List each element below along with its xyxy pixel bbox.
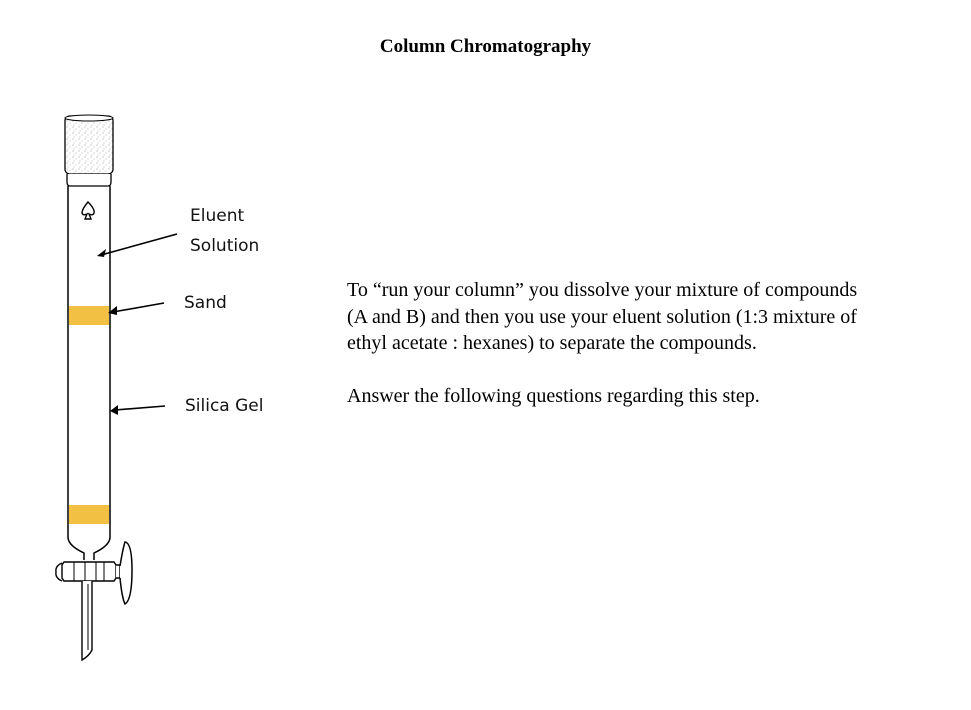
spade-icon — [82, 202, 94, 219]
column-tip — [82, 581, 92, 660]
arrow-silica — [110, 405, 165, 415]
instructions-paragraph — [347, 277, 947, 357]
silica-gel-label: Silica Gel — [185, 396, 264, 416]
text-line: (A and B) and then you use your eluent solution (1:3 mixture of — [347, 305, 857, 328]
arrow-sand — [108, 303, 164, 315]
arrow-eluent — [97, 234, 177, 257]
sand-label: Sand — [184, 293, 227, 313]
text-line: To “run your column” you dissolve your mixture of compounds — [347, 279, 858, 301]
stopcock — [56, 542, 132, 604]
eluent-label-line2: Solution — [190, 236, 260, 256]
eluent-solution-label — [190, 201, 259, 261]
column-body — [68, 186, 110, 560]
eluent-label-line1: Eluent — [190, 206, 245, 226]
question-prompt: Answer the following questions regarding this step. — [347, 384, 760, 407]
text-line: ethyl acetate : hexanes) to separate the compounds. — [347, 332, 757, 354]
instructions-text — [347, 277, 947, 409]
ground-glass-joint — [65, 115, 113, 186]
page-title: Column Chromatography — [379, 36, 592, 57]
sand-layer-bottom — [69, 505, 109, 524]
sand-layer-top — [69, 306, 109, 325]
